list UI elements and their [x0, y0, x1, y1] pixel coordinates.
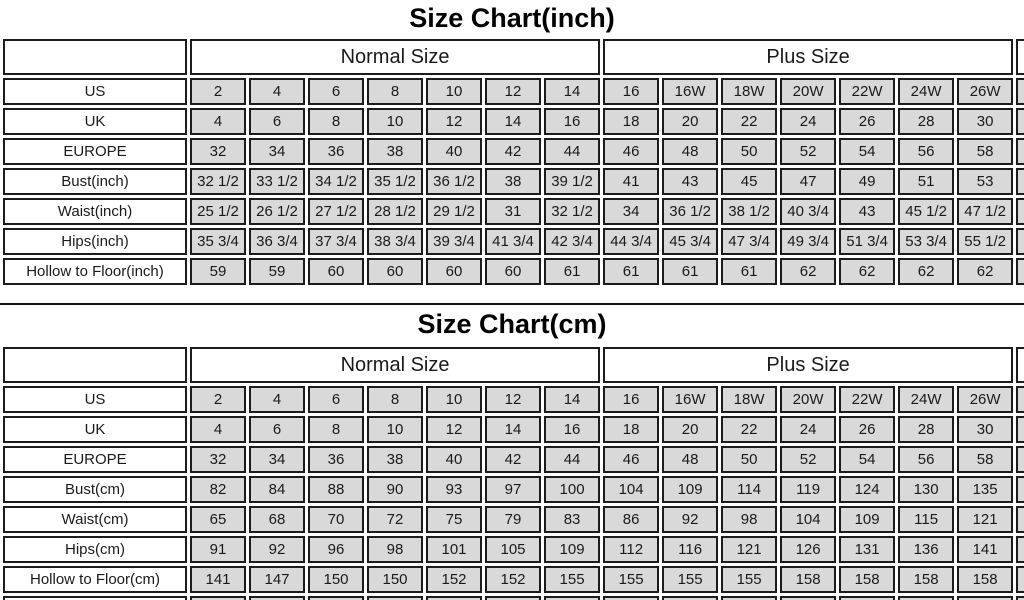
size-cell: 115: [898, 506, 954, 533]
cutoff-column-cell: [1016, 506, 1024, 533]
size-cell: 49: [839, 168, 895, 195]
table-row: [3, 386, 1024, 413]
size-cell: 88: [308, 476, 364, 503]
cutoff-column-cell: [1016, 78, 1024, 105]
table-row: [3, 78, 1024, 105]
size-cell: 8: [367, 78, 423, 105]
cutoff-column-cell: [1016, 168, 1024, 195]
size-cell: 75: [426, 506, 482, 533]
size-cell: 104: [603, 476, 659, 503]
size-cell: 35 1/2: [367, 168, 423, 195]
table-row: [3, 138, 1024, 165]
size-cell: 10: [367, 416, 423, 443]
size-cell: 155: [721, 566, 777, 593]
size-cell: 42: [485, 138, 541, 165]
size-cell: 12: [426, 108, 482, 135]
size-chart-cm-title: Size Chart(cm): [0, 303, 1024, 344]
size-cell: 16: [544, 416, 600, 443]
size-cell: 41 3/4: [485, 228, 541, 255]
size-cell: 46: [603, 446, 659, 473]
size-cell: 38: [367, 446, 423, 473]
cutoff-column-cell: [1016, 228, 1024, 255]
row-label: Hollow to Floor(cm): [3, 566, 187, 593]
size-cell: 12: [426, 416, 482, 443]
size-cell: [249, 596, 305, 600]
size-cell: [1016, 596, 1024, 600]
size-cell: 52: [780, 138, 836, 165]
size-chart-cm-table: [0, 344, 1024, 600]
size-cell: 18: [603, 416, 659, 443]
size-cell: 22W: [839, 386, 895, 413]
size-cell: 8: [308, 416, 364, 443]
size-cell: 47 1/2: [957, 198, 1013, 225]
size-cell: 30: [957, 416, 1013, 443]
size-cell: 59: [190, 258, 246, 285]
size-cell: 16: [603, 386, 659, 413]
size-cell: 36: [308, 446, 364, 473]
size-cell: 44: [544, 446, 600, 473]
size-cell: 114: [721, 476, 777, 503]
size-cell: 38 1/2: [721, 198, 777, 225]
size-cell: 124: [839, 476, 895, 503]
size-cell: 20: [662, 108, 718, 135]
cutoff-column-cell: [1016, 416, 1024, 443]
size-cell: 34: [249, 446, 305, 473]
size-cell: 39 1/2: [544, 168, 600, 195]
size-cell: 105: [485, 536, 541, 563]
size-cell: 98: [367, 536, 423, 563]
table-row: [3, 476, 1024, 503]
size-cell: 36 3/4: [249, 228, 305, 255]
size-cell: 18W: [721, 386, 777, 413]
size-cell: 22: [721, 416, 777, 443]
size-cell: 141: [190, 566, 246, 593]
size-cell: 116: [662, 536, 718, 563]
size-cell: 14: [485, 108, 541, 135]
size-cell: 42 3/4: [544, 228, 600, 255]
size-cell: 62: [898, 258, 954, 285]
size-cell: 16W: [662, 78, 718, 105]
size-cell: 4: [249, 386, 305, 413]
size-cell: 158: [898, 566, 954, 593]
row-label: UK: [3, 416, 187, 443]
size-cell: 40 3/4: [780, 198, 836, 225]
cutoff-column-cell: [1016, 566, 1024, 593]
size-cell: 130: [898, 476, 954, 503]
size-cell: 2: [190, 78, 246, 105]
size-cell: 10: [426, 386, 482, 413]
size-cell: [721, 596, 777, 600]
size-cell: 36 1/2: [662, 198, 718, 225]
size-cell: [485, 596, 541, 600]
cutoff-column-cell: [1016, 386, 1024, 413]
size-cell: 26W: [957, 78, 1013, 105]
cutoff-column-cell: [1016, 258, 1024, 285]
size-cell: 14: [544, 386, 600, 413]
cutoff-column-cell: [1016, 476, 1024, 503]
size-cell: 135: [957, 476, 1013, 503]
size-cell: [662, 596, 718, 600]
size-cell: 32 1/2: [544, 198, 600, 225]
size-cell: 79: [485, 506, 541, 533]
size-cell: 92: [662, 506, 718, 533]
cutoff-column-cell: [1016, 198, 1024, 225]
size-cell: 59: [249, 258, 305, 285]
row-label: UK: [3, 108, 187, 135]
size-cell: 86: [603, 506, 659, 533]
size-cell: 60: [426, 258, 482, 285]
size-cell: [544, 596, 600, 600]
size-cell: 40: [426, 138, 482, 165]
size-cell: 61: [662, 258, 718, 285]
size-cell: 8: [308, 108, 364, 135]
size-cell: 22: [721, 108, 777, 135]
size-cell: 54: [839, 138, 895, 165]
size-cell: 54: [839, 446, 895, 473]
table-row: [3, 108, 1024, 135]
table-row: [3, 446, 1024, 473]
size-cell: 28: [898, 416, 954, 443]
size-cell: 38: [367, 138, 423, 165]
size-cell: 46: [603, 138, 659, 165]
size-cell: 4: [249, 78, 305, 105]
size-cell: 60: [485, 258, 541, 285]
group-header-plus-size: Plus Size: [603, 347, 1013, 383]
size-cell: 109: [544, 536, 600, 563]
size-cell: 119: [780, 476, 836, 503]
size-cell: [367, 596, 423, 600]
size-cell: 62: [839, 258, 895, 285]
size-cell: 62: [957, 258, 1013, 285]
size-cell: 24W: [898, 386, 954, 413]
size-cell: 93: [426, 476, 482, 503]
row-label: US: [3, 78, 187, 105]
cutoff-column-header: [1016, 347, 1024, 383]
size-cell: 26W: [957, 386, 1013, 413]
group-header-normal-size: Normal Size: [190, 39, 600, 75]
group-header-normal-size: Normal Size: [190, 347, 600, 383]
size-cell: 109: [839, 506, 895, 533]
size-cell: 100: [544, 476, 600, 503]
size-cell: 141: [957, 536, 1013, 563]
size-cell: 18: [603, 108, 659, 135]
size-cell: 98: [721, 506, 777, 533]
size-cell: 70: [308, 506, 364, 533]
group-header-row: [3, 39, 1024, 75]
size-cell: [603, 596, 659, 600]
size-cell: 36: [308, 138, 364, 165]
size-cell: 40: [426, 446, 482, 473]
cutoff-column-cell: [1016, 138, 1024, 165]
size-cell: 126: [780, 536, 836, 563]
size-cell: 56: [898, 138, 954, 165]
size-cell: 39 3/4: [426, 228, 482, 255]
size-cell: 158: [957, 566, 1013, 593]
size-cell: 47 3/4: [721, 228, 777, 255]
size-cell: 65: [190, 506, 246, 533]
group-header-row: [3, 347, 1024, 383]
size-cell: 101: [426, 536, 482, 563]
size-cell: 6: [249, 108, 305, 135]
size-cell: 6: [308, 78, 364, 105]
size-cell: 38 3/4: [367, 228, 423, 255]
size-cell: 83: [544, 506, 600, 533]
size-cell: 91: [190, 536, 246, 563]
row-label: Hips(inch): [3, 228, 187, 255]
table-row: [3, 416, 1024, 443]
size-cell: 14: [485, 416, 541, 443]
table-row: [3, 506, 1024, 533]
size-cell: 150: [367, 566, 423, 593]
size-cell: [839, 596, 895, 600]
size-cell: 42: [485, 446, 541, 473]
size-cell: 10: [426, 78, 482, 105]
size-cell: 44: [544, 138, 600, 165]
size-cell: 34: [603, 198, 659, 225]
cutoff-column-cell: [1016, 536, 1024, 563]
size-cell: 26: [839, 108, 895, 135]
table-row: [3, 258, 1024, 285]
size-cell: 96: [308, 536, 364, 563]
size-cell: 136: [898, 536, 954, 563]
table-row: [3, 536, 1024, 563]
size-cell: 24W: [898, 78, 954, 105]
size-cell: 38: [485, 168, 541, 195]
size-cell: 47: [780, 168, 836, 195]
size-cell: 20W: [780, 386, 836, 413]
size-cell: 6: [308, 386, 364, 413]
size-cell: [780, 596, 836, 600]
cutoff-column-cell: [1016, 108, 1024, 135]
size-cell: 43: [662, 168, 718, 195]
size-cell: 150: [308, 566, 364, 593]
corner-cell: [3, 347, 187, 383]
size-cell: 4: [190, 416, 246, 443]
size-cell: 147: [249, 566, 305, 593]
size-cell: 62: [780, 258, 836, 285]
size-cell: 16: [603, 78, 659, 105]
size-cell: 22W: [839, 78, 895, 105]
size-cell: 48: [662, 446, 718, 473]
size-cell: [426, 596, 482, 600]
size-cell: 32 1/2: [190, 168, 246, 195]
size-cell: 45 3/4: [662, 228, 718, 255]
size-cell: 33 1/2: [249, 168, 305, 195]
size-cell: 50: [721, 138, 777, 165]
size-cell: 37 3/4: [308, 228, 364, 255]
size-cell: 24: [780, 416, 836, 443]
size-cell: 97: [485, 476, 541, 503]
size-cell: 55 1/2: [957, 228, 1013, 255]
table-row: [3, 168, 1024, 195]
size-cell: 16: [544, 108, 600, 135]
size-cell: 12: [485, 78, 541, 105]
size-cell: 8: [367, 386, 423, 413]
size-cell: 28 1/2: [367, 198, 423, 225]
table-row: [3, 566, 1024, 593]
size-cell: 121: [957, 506, 1013, 533]
row-label: US: [3, 386, 187, 413]
size-cell: 84: [249, 476, 305, 503]
cutoff-row: [3, 596, 1024, 600]
size-cell: 26 1/2: [249, 198, 305, 225]
size-cell: 10: [367, 108, 423, 135]
row-label: Bust(inch): [3, 168, 187, 195]
size-cell: 29 1/2: [426, 198, 482, 225]
size-cell: 44 3/4: [603, 228, 659, 255]
size-cell: 58: [957, 138, 1013, 165]
size-cell: 51 3/4: [839, 228, 895, 255]
size-cell: 155: [603, 566, 659, 593]
size-cell: 26: [839, 416, 895, 443]
size-cell: 30: [957, 108, 1013, 135]
size-cell: 16W: [662, 386, 718, 413]
size-cell: 56: [898, 446, 954, 473]
size-cell: 155: [662, 566, 718, 593]
size-cell: 20W: [780, 78, 836, 105]
row-label: Waist(cm): [3, 506, 187, 533]
row-label: EUROPE: [3, 446, 187, 473]
size-cell: 45: [721, 168, 777, 195]
size-cell: 60: [308, 258, 364, 285]
size-cell: 92: [249, 536, 305, 563]
row-label: Hips(cm): [3, 536, 187, 563]
size-cell: 109: [662, 476, 718, 503]
row-label: EUROPE: [3, 138, 187, 165]
size-cell: 49 3/4: [780, 228, 836, 255]
size-cell: [898, 596, 954, 600]
size-cell: 53 3/4: [898, 228, 954, 255]
cutoff-column-header: [1016, 39, 1024, 75]
size-cell: 72: [367, 506, 423, 533]
size-cell: 14: [544, 78, 600, 105]
size-cell: 61: [721, 258, 777, 285]
size-cell: 48: [662, 138, 718, 165]
size-cell: 61: [544, 258, 600, 285]
table-row: [3, 198, 1024, 225]
size-cell: 43: [839, 198, 895, 225]
size-cell: 68: [249, 506, 305, 533]
size-cell: 152: [426, 566, 482, 593]
row-label: Hollow to Floor(inch): [3, 258, 187, 285]
table-row: [3, 228, 1024, 255]
size-cell: 158: [780, 566, 836, 593]
size-cell: 32: [190, 446, 246, 473]
corner-cell: [3, 39, 187, 75]
size-cell: 20: [662, 416, 718, 443]
cutoff-column-cell: [1016, 446, 1024, 473]
size-cell: 2: [190, 386, 246, 413]
size-cell: 28: [898, 108, 954, 135]
size-cell: 34: [249, 138, 305, 165]
size-cell: 12: [485, 386, 541, 413]
size-cell: 53: [957, 168, 1013, 195]
size-cell: [308, 596, 364, 600]
size-cell: 4: [190, 108, 246, 135]
size-cell: 112: [603, 536, 659, 563]
size-cell: 82: [190, 476, 246, 503]
row-label: Waist(inch): [3, 198, 187, 225]
size-cell: [957, 596, 1013, 600]
size-cell: 32: [190, 138, 246, 165]
row-label: [3, 596, 187, 600]
size-cell: 58: [957, 446, 1013, 473]
size-cell: 61: [603, 258, 659, 285]
size-cell: 25 1/2: [190, 198, 246, 225]
size-cell: 60: [367, 258, 423, 285]
size-cell: 121: [721, 536, 777, 563]
size-cell: 155: [544, 566, 600, 593]
size-cell: 152: [485, 566, 541, 593]
size-chart-inch-title: Size Chart(inch): [409, 3, 615, 33]
size-cell: 36 1/2: [426, 168, 482, 195]
size-cell: 50: [721, 446, 777, 473]
size-cell: 27 1/2: [308, 198, 364, 225]
size-cell: 90: [367, 476, 423, 503]
size-cell: 18W: [721, 78, 777, 105]
size-cell: 31: [485, 198, 541, 225]
size-cell: 24: [780, 108, 836, 135]
size-cell: 104: [780, 506, 836, 533]
size-cell: [190, 596, 246, 600]
size-cell: 6: [249, 416, 305, 443]
size-cell: 41: [603, 168, 659, 195]
size-chart-inch-table: [0, 36, 1024, 288]
size-cell: 51: [898, 168, 954, 195]
size-cell: 35 3/4: [190, 228, 246, 255]
group-header-plus-size: Plus Size: [603, 39, 1013, 75]
size-cell: 45 1/2: [898, 198, 954, 225]
size-cell: 34 1/2: [308, 168, 364, 195]
size-cell: 158: [839, 566, 895, 593]
row-label: Bust(cm): [3, 476, 187, 503]
size-cell: 52: [780, 446, 836, 473]
size-cell: 131: [839, 536, 895, 563]
